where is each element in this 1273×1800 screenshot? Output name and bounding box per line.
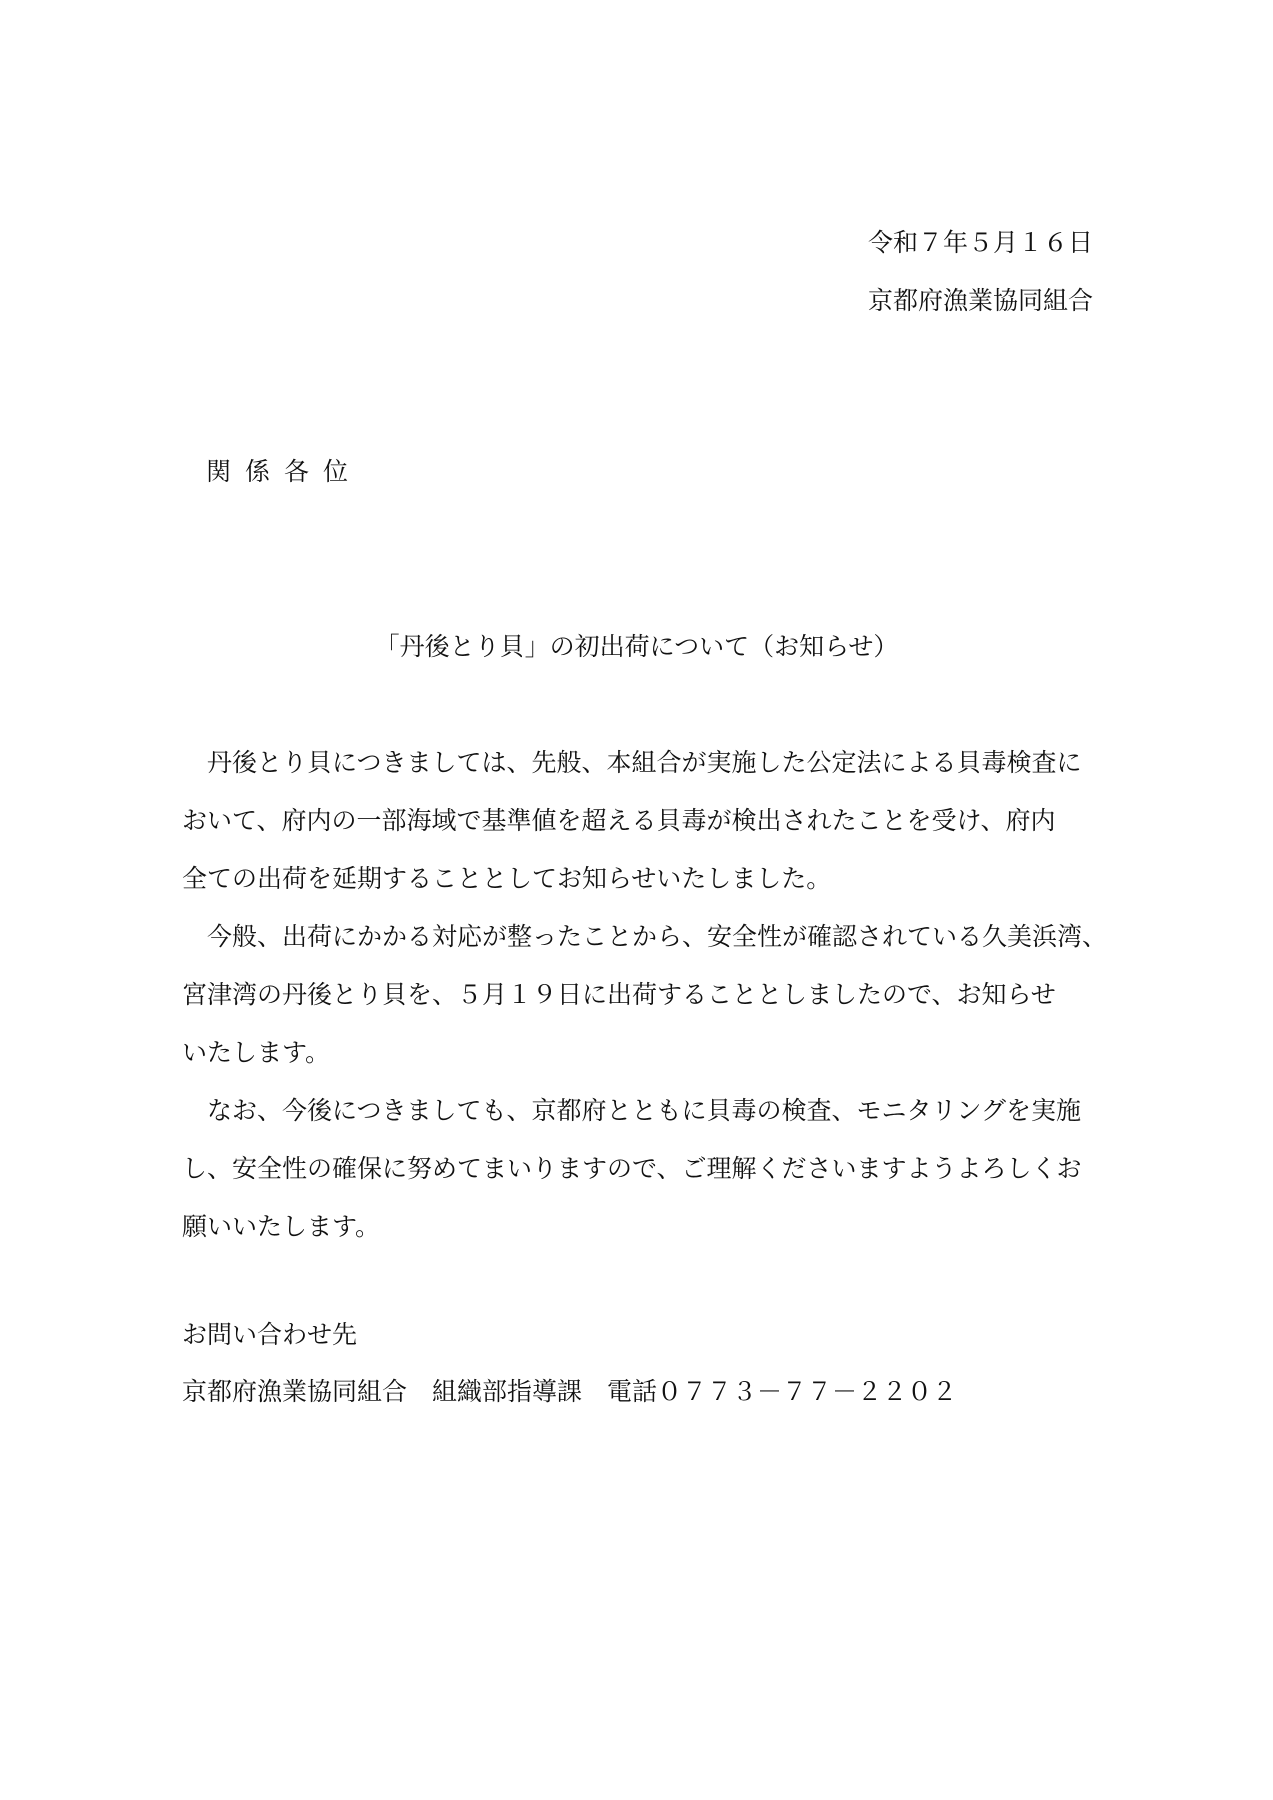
body-line-7: なお、今後につきましても、京都府とともに貝毒の検査、モニタリングを実施 — [182, 1096, 1082, 1125]
document-date: 令和７年５月１６日 — [867, 228, 1093, 257]
body-line-1: 丹後とり貝につきましては、先般、本組合が実施した公定法による貝毒検査に — [182, 748, 1082, 777]
issuer-organization: 京都府漁業協同組合 — [867, 286, 1093, 315]
body-line-2: おいて、府内の一部海域で基準値を超える貝毒が検出されたことを受け、府内 — [182, 806, 1056, 835]
body-line-5: 宮津湾の丹後とり貝を、５月１９日に出荷することとしましたので、お知らせ — [182, 980, 1056, 1009]
body-line-8: し、安全性の確保に努めてまいりますので、ご理解くださいますようよろしくお — [182, 1154, 1082, 1183]
body-line-4: 今般、出荷にかかる対応が整ったことから、安全性が確認されている久美浜湾、 — [182, 922, 1108, 951]
body-line-6: いたします。 — [182, 1038, 331, 1067]
contact-label: お問い合わせ先 — [182, 1320, 358, 1349]
contact-info: 京都府漁業協同組合 組織部指導課 電話０７７３－７７－２２０２ — [182, 1377, 958, 1406]
body-line-9: 願いいたします。 — [182, 1212, 381, 1241]
addressee: 関係各位 — [206, 457, 363, 486]
body-line-3: 全ての出荷を延期することとしてお知らせいたしました。 — [182, 864, 832, 893]
document-title: 「丹後とり貝」の初出荷について（お知らせ） — [374, 632, 899, 661]
